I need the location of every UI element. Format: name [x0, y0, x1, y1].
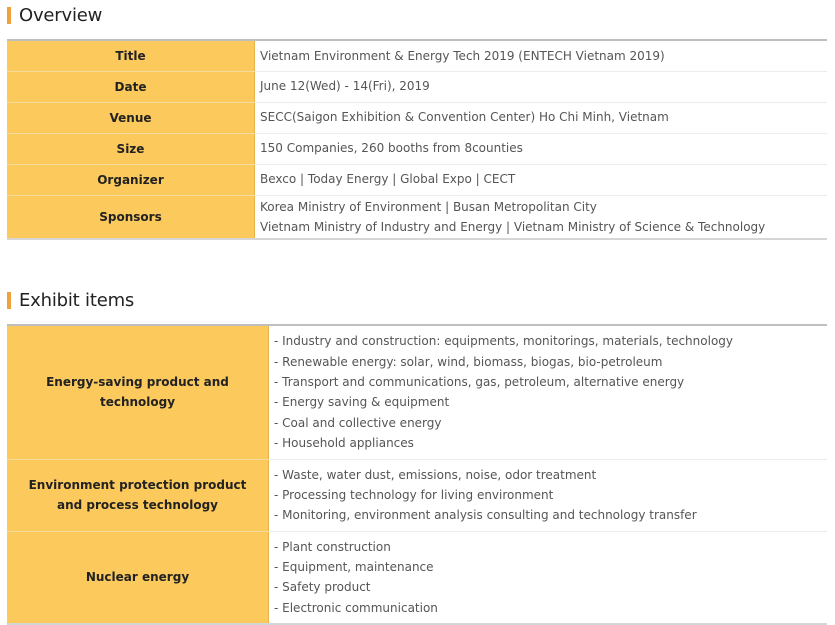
value-line: - Household appliances	[274, 435, 414, 450]
exhibit-heading	[7, 288, 134, 312]
value-line: Vietnam Environment & Energy Tech 2019 (ENTECH Vietnam 2019)	[260, 48, 665, 63]
row-value	[255, 71, 828, 102]
value-line: Bexco | Today Energy | Global Expo | CECT	[260, 172, 516, 187]
value-line: Vietnam Ministry of Industry and Energy | Vietnam Ministry of Science & Technology	[260, 219, 766, 234]
table-row	[7, 71, 827, 102]
table-row	[7, 531, 827, 624]
value-line: - Energy saving & equipment	[274, 395, 450, 410]
overview-table	[7, 39, 827, 240]
row-label: Title	[7, 40, 255, 71]
heading-accent-bar	[7, 292, 11, 309]
value-line: - Equipment, maintenance	[274, 559, 434, 574]
value-line: SECC(Saigon Exhibition & Convention Center) Ho Chi Minh, Vietnam	[260, 110, 669, 125]
value-line: - Processing technology for living environment	[274, 487, 554, 502]
value-line: June 12(Wed) - 14(Fri), 2019	[260, 79, 430, 94]
exhibit-table	[7, 324, 827, 625]
table-row	[7, 102, 827, 133]
table-row	[7, 40, 827, 71]
heading-accent-bar	[7, 7, 11, 24]
row-value	[255, 102, 828, 133]
value-line: - Industry and construction: equipments, monitorings, materials, technology	[274, 334, 733, 349]
row-label: Venue	[7, 102, 255, 133]
value-line: - Electronic communication	[274, 600, 438, 615]
value-line: - Waste, water dust, emissions, noise, odor treatment	[274, 467, 597, 482]
value-line: - Coal and collective energy	[274, 415, 442, 430]
value-line: - Renewable energy: solar, wind, biomass, biogas, bio-petroleum	[274, 354, 663, 369]
exhibit-heading-text: Exhibit items	[19, 289, 135, 311]
table-row	[7, 325, 827, 459]
row-label: Nuclear energy	[7, 531, 269, 624]
table-row	[7, 133, 827, 164]
row-value	[269, 325, 828, 459]
row-value	[255, 164, 828, 195]
row-label: Date	[7, 71, 255, 102]
value-line: - Monitoring, environment analysis consulting and technology transfer	[274, 508, 697, 523]
row-value	[255, 133, 828, 164]
row-label: Size	[7, 133, 255, 164]
row-value	[269, 459, 828, 531]
row-value	[269, 531, 828, 624]
row-label: Energy-saving product and technology	[7, 325, 269, 459]
row-label: Organizer	[7, 164, 255, 195]
table-row	[7, 459, 827, 531]
value-line: Korea Ministry of Environment | Busan Metropolitan City	[260, 199, 597, 214]
value-line: - Transport and communications, gas, petroleum, alternative energy	[274, 374, 685, 389]
value-line: - Safety product	[274, 580, 371, 595]
row-label: Environment protection product and process technology	[7, 459, 269, 531]
overview-heading-text: Overview	[19, 4, 103, 26]
row-value	[255, 195, 828, 239]
table-row	[7, 164, 827, 195]
row-label: Sponsors	[7, 195, 255, 239]
row-value	[255, 40, 828, 71]
table-row	[7, 195, 827, 239]
value-line: 150 Companies, 260 booths from 8counties	[260, 141, 523, 156]
value-line: - Plant construction	[274, 539, 391, 554]
overview-heading	[7, 3, 102, 27]
